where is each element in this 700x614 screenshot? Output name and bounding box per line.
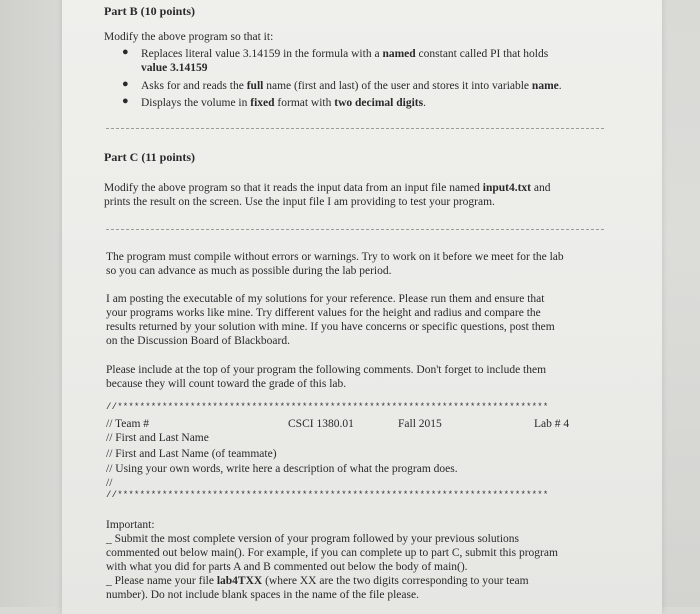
comment-teammate: // First and Last Name (of teammate) (106, 448, 277, 460)
divider (106, 128, 604, 129)
bold-text: name (531, 80, 559, 92)
text: Displays the volume in (141, 97, 251, 109)
important-line-4: _ Please name your file lab4TXX (where XX are the two digits corresponding to your team (106, 575, 529, 587)
text: format with (274, 97, 335, 109)
text: Replaces literal value 3.14159 in the formula with a (141, 48, 383, 60)
bullet-icon: ● (122, 95, 129, 107)
text: . (423, 97, 426, 109)
important-line-1: _ Submit the most complete version of your program followed by your previous solutions (106, 533, 519, 545)
bold-text: fixed (250, 97, 275, 109)
para-2-line-4: on the Discussion Board of Blackboard. (106, 335, 290, 347)
text: name (first and last) of the user and stores it into variable (263, 80, 532, 92)
comment-term: Fall 2015 (398, 418, 442, 430)
bullet-icon: ● (122, 78, 129, 90)
important-line-5: number). Do not include blank spaces in the name of the file please. (106, 589, 419, 601)
part-b-item-3 (141, 96, 426, 110)
bold-text: two decimal digits (334, 97, 424, 109)
para-2-line-1: I am posting the executable of my solutions for your reference. Please run them and ensure that (106, 293, 545, 305)
comment-stars-bottom: //***************************************************************************** (106, 490, 549, 500)
para-2-line-3: results returned by your solution with mine. If you have concerns or specific questions, post them (106, 321, 555, 333)
para-3-line-1: Please include at the top of your program the following comments. Don't forget to include them (106, 364, 547, 376)
part-b-item-1-cont: value 3.14159 (141, 62, 208, 74)
text: constant called PI that holds (415, 48, 549, 60)
para-1-line-1: The program must compile without errors or warnings. Try to work on it before we meet for the lab (106, 251, 564, 263)
text: and (531, 182, 551, 194)
bold-text: input4.txt (482, 182, 532, 194)
text: Modify the above program so that it reads the input data from an input file named (104, 182, 483, 194)
para-1-line-2: so you can advance as much as possible during the lab period. (106, 265, 392, 277)
important-line-3: with what you did for parts A and B commented out below the body of main(). (106, 561, 468, 573)
part-c-line-2: prints the result on the screen. Use the input file I am providing to test your program. (104, 196, 495, 208)
part-b-intro: Modify the above program so that it: (104, 31, 274, 43)
important-title: Important: (106, 519, 155, 531)
comment-course: CSCI 1380.01 (288, 418, 354, 430)
part-c-title: Part C (11 points) (104, 150, 195, 164)
bold-filename: lab4TXX (216, 575, 263, 587)
part-c-line-1 (104, 181, 551, 195)
bullet-icon: ● (122, 46, 129, 58)
important-line-2: commented out below main(). For example, if you can complete up to part C, submit this program (106, 547, 558, 559)
comment-description: // Using your own words, write here a description of what the program does. (106, 463, 458, 475)
text: Asks for and reads the (141, 80, 247, 92)
comment-lab: Lab # 4 (534, 418, 570, 430)
background-shadow (0, 0, 62, 607)
comment-stars-top: //***************************************************************************** (106, 402, 549, 412)
bold-text: named (382, 48, 416, 60)
text: . (558, 80, 562, 92)
part-b-item-1 (141, 47, 548, 61)
comment-name: // First and Last Name (106, 432, 209, 444)
divider (106, 229, 604, 230)
part-b-title: Part B (10 points) (104, 4, 195, 18)
comment-team: // Team # (106, 418, 150, 430)
comment-empty: // (106, 477, 113, 489)
para-3-line-2: because they will count toward the grade of this lab. (106, 378, 347, 390)
part-b-item-2 (141, 79, 562, 93)
para-2-line-2: your programs works like mine. Try different values for the height and radius and compare the (106, 307, 541, 319)
bold-text: full (246, 80, 264, 92)
